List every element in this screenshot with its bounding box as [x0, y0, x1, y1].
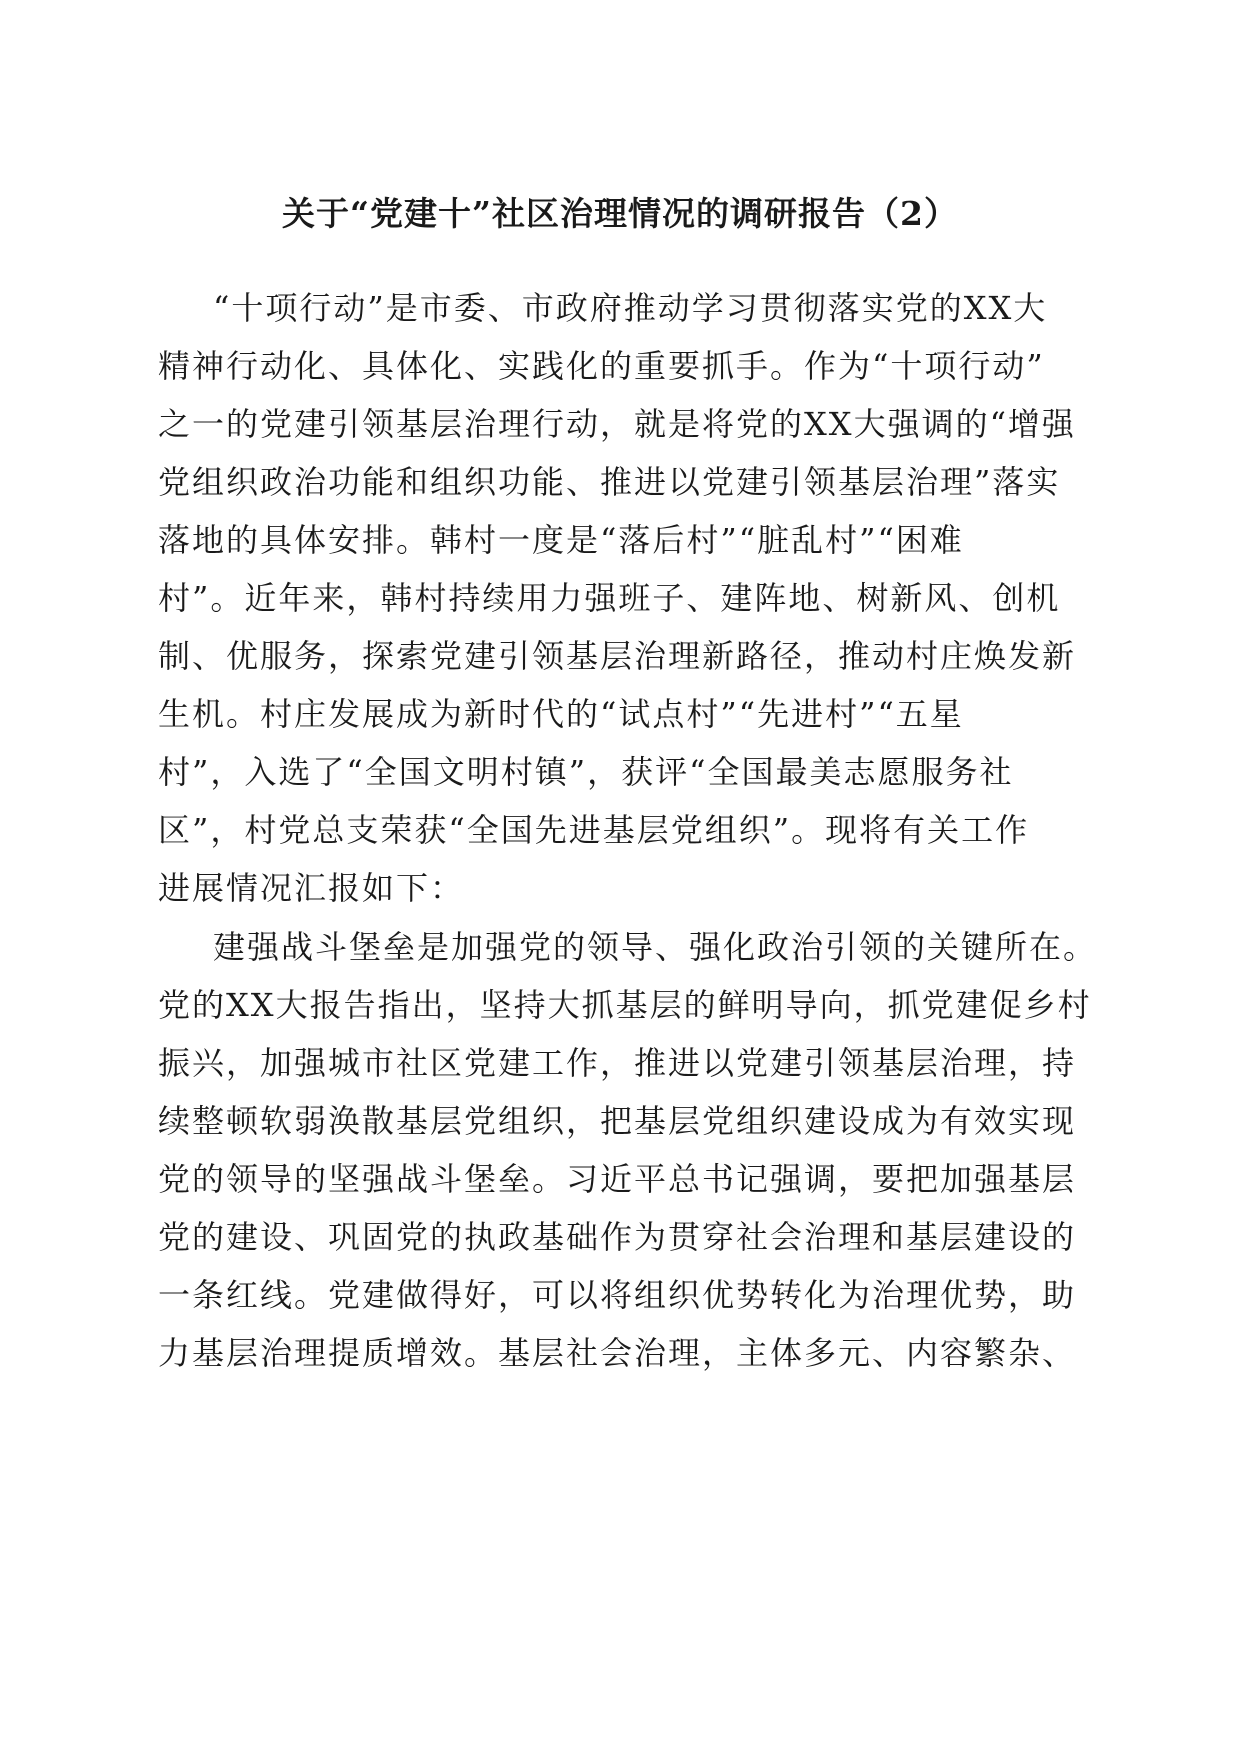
paragraph-line: 党的XX大报告指出，坚持大抓基层的鲜明导向，抓党建促乡村: [158, 986, 1092, 1024]
paragraph-line: 建强战斗堡垒是加强党的领导、强化政治引领的关键所在。: [213, 928, 1098, 966]
paragraph-line: 区”，村党总支荣获“全国先进基层党组织”。现将有关工作: [158, 811, 1030, 849]
paragraph-line: 党的建设、巩固党的执政基础作为贯穿社会治理和基层建设的: [158, 1218, 1077, 1256]
paragraph-line: 进展情况汇报如下：: [158, 869, 465, 907]
paragraph-line: 力基层治理提质增效。基层社会治理，主体多元、内容繁杂、: [158, 1334, 1077, 1372]
paragraph-line: 之一的党建引领基层治理行动，就是将党的XX大强调的“增强: [158, 405, 1076, 443]
paragraph-line: “十项行动”是市委、市政府推动学习贯彻落实党的XX大: [213, 289, 1048, 327]
paragraph-line: 一条红线。党建做得好，可以将组织优势转化为治理优势，助: [158, 1276, 1077, 1314]
paragraph-line: 生机。村庄发展成为新时代的“试点村”“先进村”“五星: [158, 695, 964, 733]
paragraph-line: 振兴，加强城市社区党建工作，推进以党建引领基层治理，持: [158, 1044, 1077, 1082]
document-title: 关于“党建十”社区治理情况的调研报告（2）: [282, 194, 958, 233]
paragraph-line: 落地的具体安排。韩村一度是“落后村”“脏乱村”“困难: [158, 521, 964, 559]
paragraph-line: 制、优服务，探索党建引领基层治理新路径，推动村庄焕发新: [158, 637, 1077, 675]
paragraph-line: 党组织政治功能和组织功能、推进以党建引领基层治理”落实: [158, 463, 1061, 501]
paragraph-line: 党的领导的坚强战斗堡垒。习近平总书记强调，要把加强基层: [158, 1160, 1077, 1198]
paragraph-line: 村”。近年来，韩村持续用力强班子、建阵地、树新风、创机: [158, 579, 1061, 617]
paragraph-line: 村”，入选了“全国文明村镇”，获评“全国最美志愿服务社: [158, 753, 1014, 791]
paragraph-line: 精神行动化、具体化、实践化的重要抓手。作为“十项行动”: [158, 347, 1045, 385]
paragraph-line: 续整顿软弱涣散基层党组织，把基层党组织建设成为有效实现: [158, 1102, 1077, 1140]
